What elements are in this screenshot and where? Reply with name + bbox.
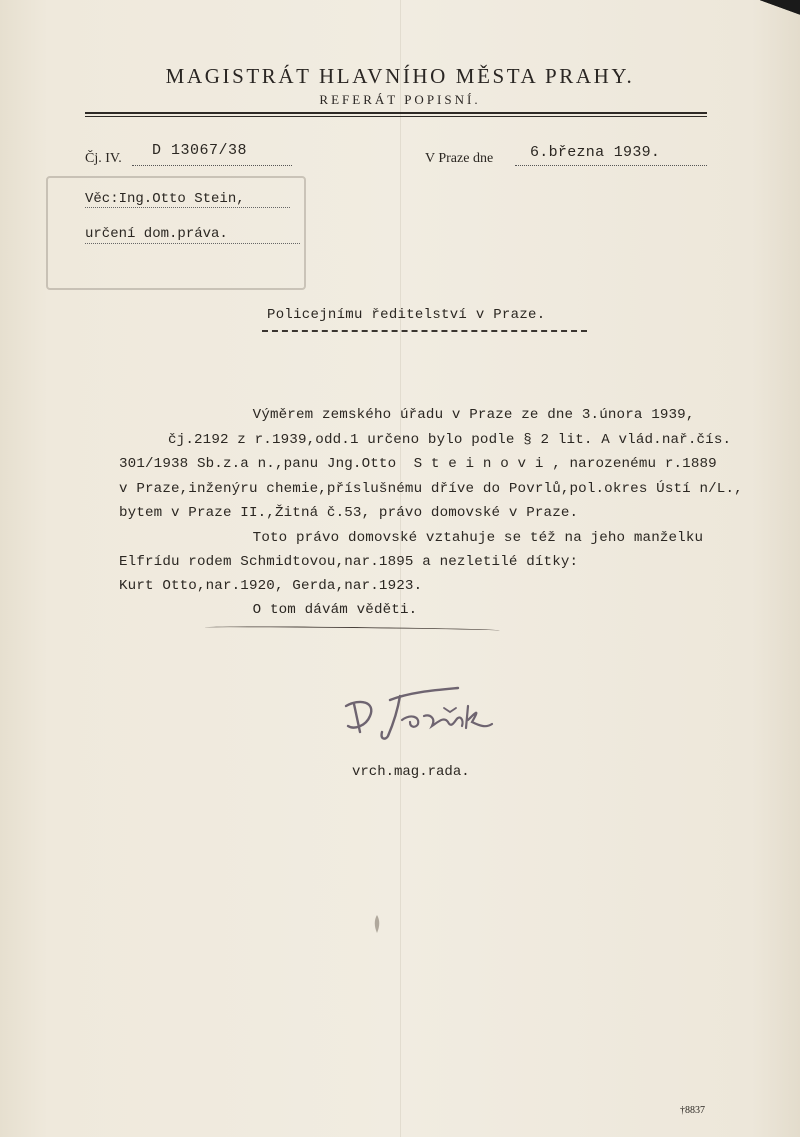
torn-corner xyxy=(760,0,800,22)
subject-dotted-line-2 xyxy=(85,243,300,244)
letterhead-rule-thick xyxy=(85,112,707,114)
date-label: V Praze dne xyxy=(425,151,494,166)
body-line-5: bytem v Praze II.,Žitná č.53, právo domovské v Praze. xyxy=(119,505,579,521)
signatory-title: vrch.mag.rada. xyxy=(352,764,470,780)
date-value: 6.března 1939. xyxy=(530,144,661,161)
body-line-3: 301/1938 Sb.z.a n.,panu Jng.Otto S t e i n o v i , narozenému r.1889 xyxy=(119,456,717,472)
addressee-dashed-rule xyxy=(262,330,587,332)
body-line-2: čj.2192 z r.1939,odd.1 určeno bylo podle § 2 lit. A vlád.nař.čís. xyxy=(168,432,732,448)
reference-number: D 13067/38 xyxy=(152,142,248,159)
letterhead-title: MAGISTRÁT HLAVNÍHO MĚSTA PRAHY. xyxy=(165,64,635,88)
body-line-7: Elfrídu rodem Schmidtovou,nar.1895 a nezletilé dítky: xyxy=(119,554,579,570)
body-line-4: v Praze,inženýru chemie,příslušnému dříve do Povrlů,pol.okres Ústí n/L., xyxy=(119,481,743,497)
handwritten-signature xyxy=(340,686,520,746)
footer-code: †8837 xyxy=(680,1105,705,1116)
addressee: Policejnímu ředitelství v Praze. xyxy=(267,307,546,323)
subject-dotted-line-1 xyxy=(85,207,290,208)
body-line-9: O tom dávám věděti. xyxy=(218,602,418,618)
body-line-8: Kurt Otto,nar.1920, Gerda,nar.1923. xyxy=(119,578,423,594)
reference-dotted-line xyxy=(132,165,292,166)
body-line-6: Toto právo domovské vztahuje se též na jeho manželku xyxy=(218,530,704,546)
letterhead-subtitle: REFERÁT POPISNÍ. xyxy=(319,92,481,107)
reference-label: Čj. IV. xyxy=(85,151,122,166)
ink-blot xyxy=(372,914,382,934)
date-dotted-line xyxy=(515,165,707,166)
subject-line-1: Věc:Ing.Otto Stein, xyxy=(85,191,245,207)
body-line-1: Výměrem zemského úřadu v Praze ze dne 3.února 1939, xyxy=(218,407,695,423)
subject-line-2: určení dom.práva. xyxy=(85,226,228,242)
letterhead-rule-thin xyxy=(85,116,707,117)
